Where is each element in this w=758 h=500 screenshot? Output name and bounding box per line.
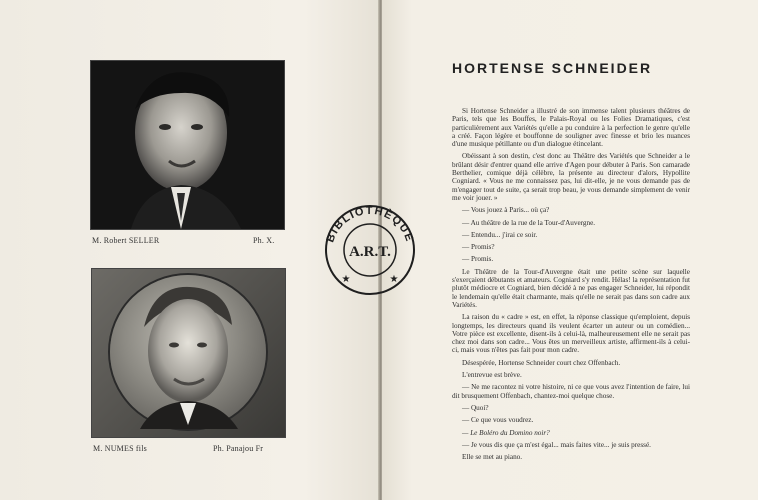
paragraph: — Promis.: [462, 255, 494, 264]
paragraph: — Je vous dis que ça m'est égal... mais faites vite... je suis pressé.: [462, 440, 651, 449]
paragraph: — Quoi?: [462, 403, 489, 412]
paragraph: Obéissant à son destin, c'est donc au Théâtre des Variétés que Schneider a le brûlant désir d'entrer quand elle arrive d'Agen pour débuter à Paris. Son camarade Berthelier, comique déjà célèbre, la présente au directeur d'alors, Hypollite Cogniard. « Vous ne me connaissez pas, lui dit-elle, je ne vous demande pas de m'engager tout de suite, ça serait trop beau, je vous demande simplement de venir me voir jouer. »: [452, 152, 690, 202]
portrait-numes-image: [110, 275, 266, 429]
photo2-credit: Ph. Panajou Fr: [213, 444, 264, 453]
stamp-center-text: A.R.T.: [349, 244, 391, 260]
paragraph: — Au théâtre de la rue de la Tour-d'Auvergne.: [462, 218, 596, 227]
library-stamp: [316, 196, 424, 296]
stamp-star-icon: ★: [341, 274, 351, 285]
portrait-photo-numes: [91, 268, 286, 438]
paragraph: — Vous jouez à Paris... où ça?: [462, 206, 550, 215]
photo1-caption: M. Robert SELLER: [92, 236, 160, 245]
stamp-star-icon: ★: [389, 274, 399, 285]
portrait-photo-seller: [90, 60, 285, 230]
paragraph: La raison du « cadre » est, en effet, la réponse classique qu'emploient, depuis longtemps, les directeurs quand ils veulent écarter un auteur ou un comédien... Votre pièce est excellente, disent-ils à celui-là, malheureusement elle ne serait pas chez moi dans son cadre... Vous êtes un merveilleux artiste, affirment-ils à celui-ci, mais vous n'êtes pas fait pour mon cadre.: [452, 313, 690, 355]
photo1-credit: Ph. X.: [253, 236, 275, 245]
paragraph: — Ne me racontez ni votre histoire, ni ce que vous avez l'intention de faire, lui dit brusquement Offenbach, chantez-moi quelque chose.: [452, 383, 690, 400]
paragraph: Désespérée, Hortense Schneider court chez Offenbach.: [462, 358, 621, 367]
paragraph: Elle se met au piano.: [462, 453, 523, 462]
paragraph: Si Hortense Schneider a illustré de son immense talent plusieurs théâtres de Paris, tels que les Bouffes, le Palais-Royal ou les Folies Dramatiques, c'est particulièrement aux Variétés qu'elle a pu conduire à la perfection le genre qu'elle a créé. Façon légère et bouffonne de souligner avec finesse et brio les nuances d'une musique pétillante ou d'un dialogue étincelant.: [452, 107, 690, 149]
article-body: [452, 107, 690, 465]
stamp-top-text: BIBLIOTHÈQUE: [324, 204, 416, 245]
portrait-seller-image: [91, 61, 284, 229]
paragraph: Le Théâtre de la Tour-d'Auvergne était une petite scène sur laquelle s'exerçaient débutants et amateurs. Cogniard s'y rendit. Hélas! la représentation fut plutôt médiocre et Cogniard, bien décidé à ne pas engager Schneider, lui répondit le lendemain qu'elle était charmante, mais qu'elle ne serait pas dans son cadre aux Variétés.: [452, 267, 690, 309]
paragraph: — Entendu... j'irai ce soir.: [462, 230, 538, 239]
paragraph: — Promis?: [462, 243, 495, 252]
paragraph: — Ce que vous voudrez.: [462, 416, 534, 425]
article-title: HORTENSE SCHNEIDER: [452, 60, 653, 76]
paragraph: — Le Boléro du Domino noir?: [462, 428, 550, 437]
photo2-caption: M. NUMES fils: [93, 444, 147, 453]
paragraph: L'entrevue est brève.: [462, 371, 522, 380]
oval-portrait-frame: [110, 275, 266, 429]
